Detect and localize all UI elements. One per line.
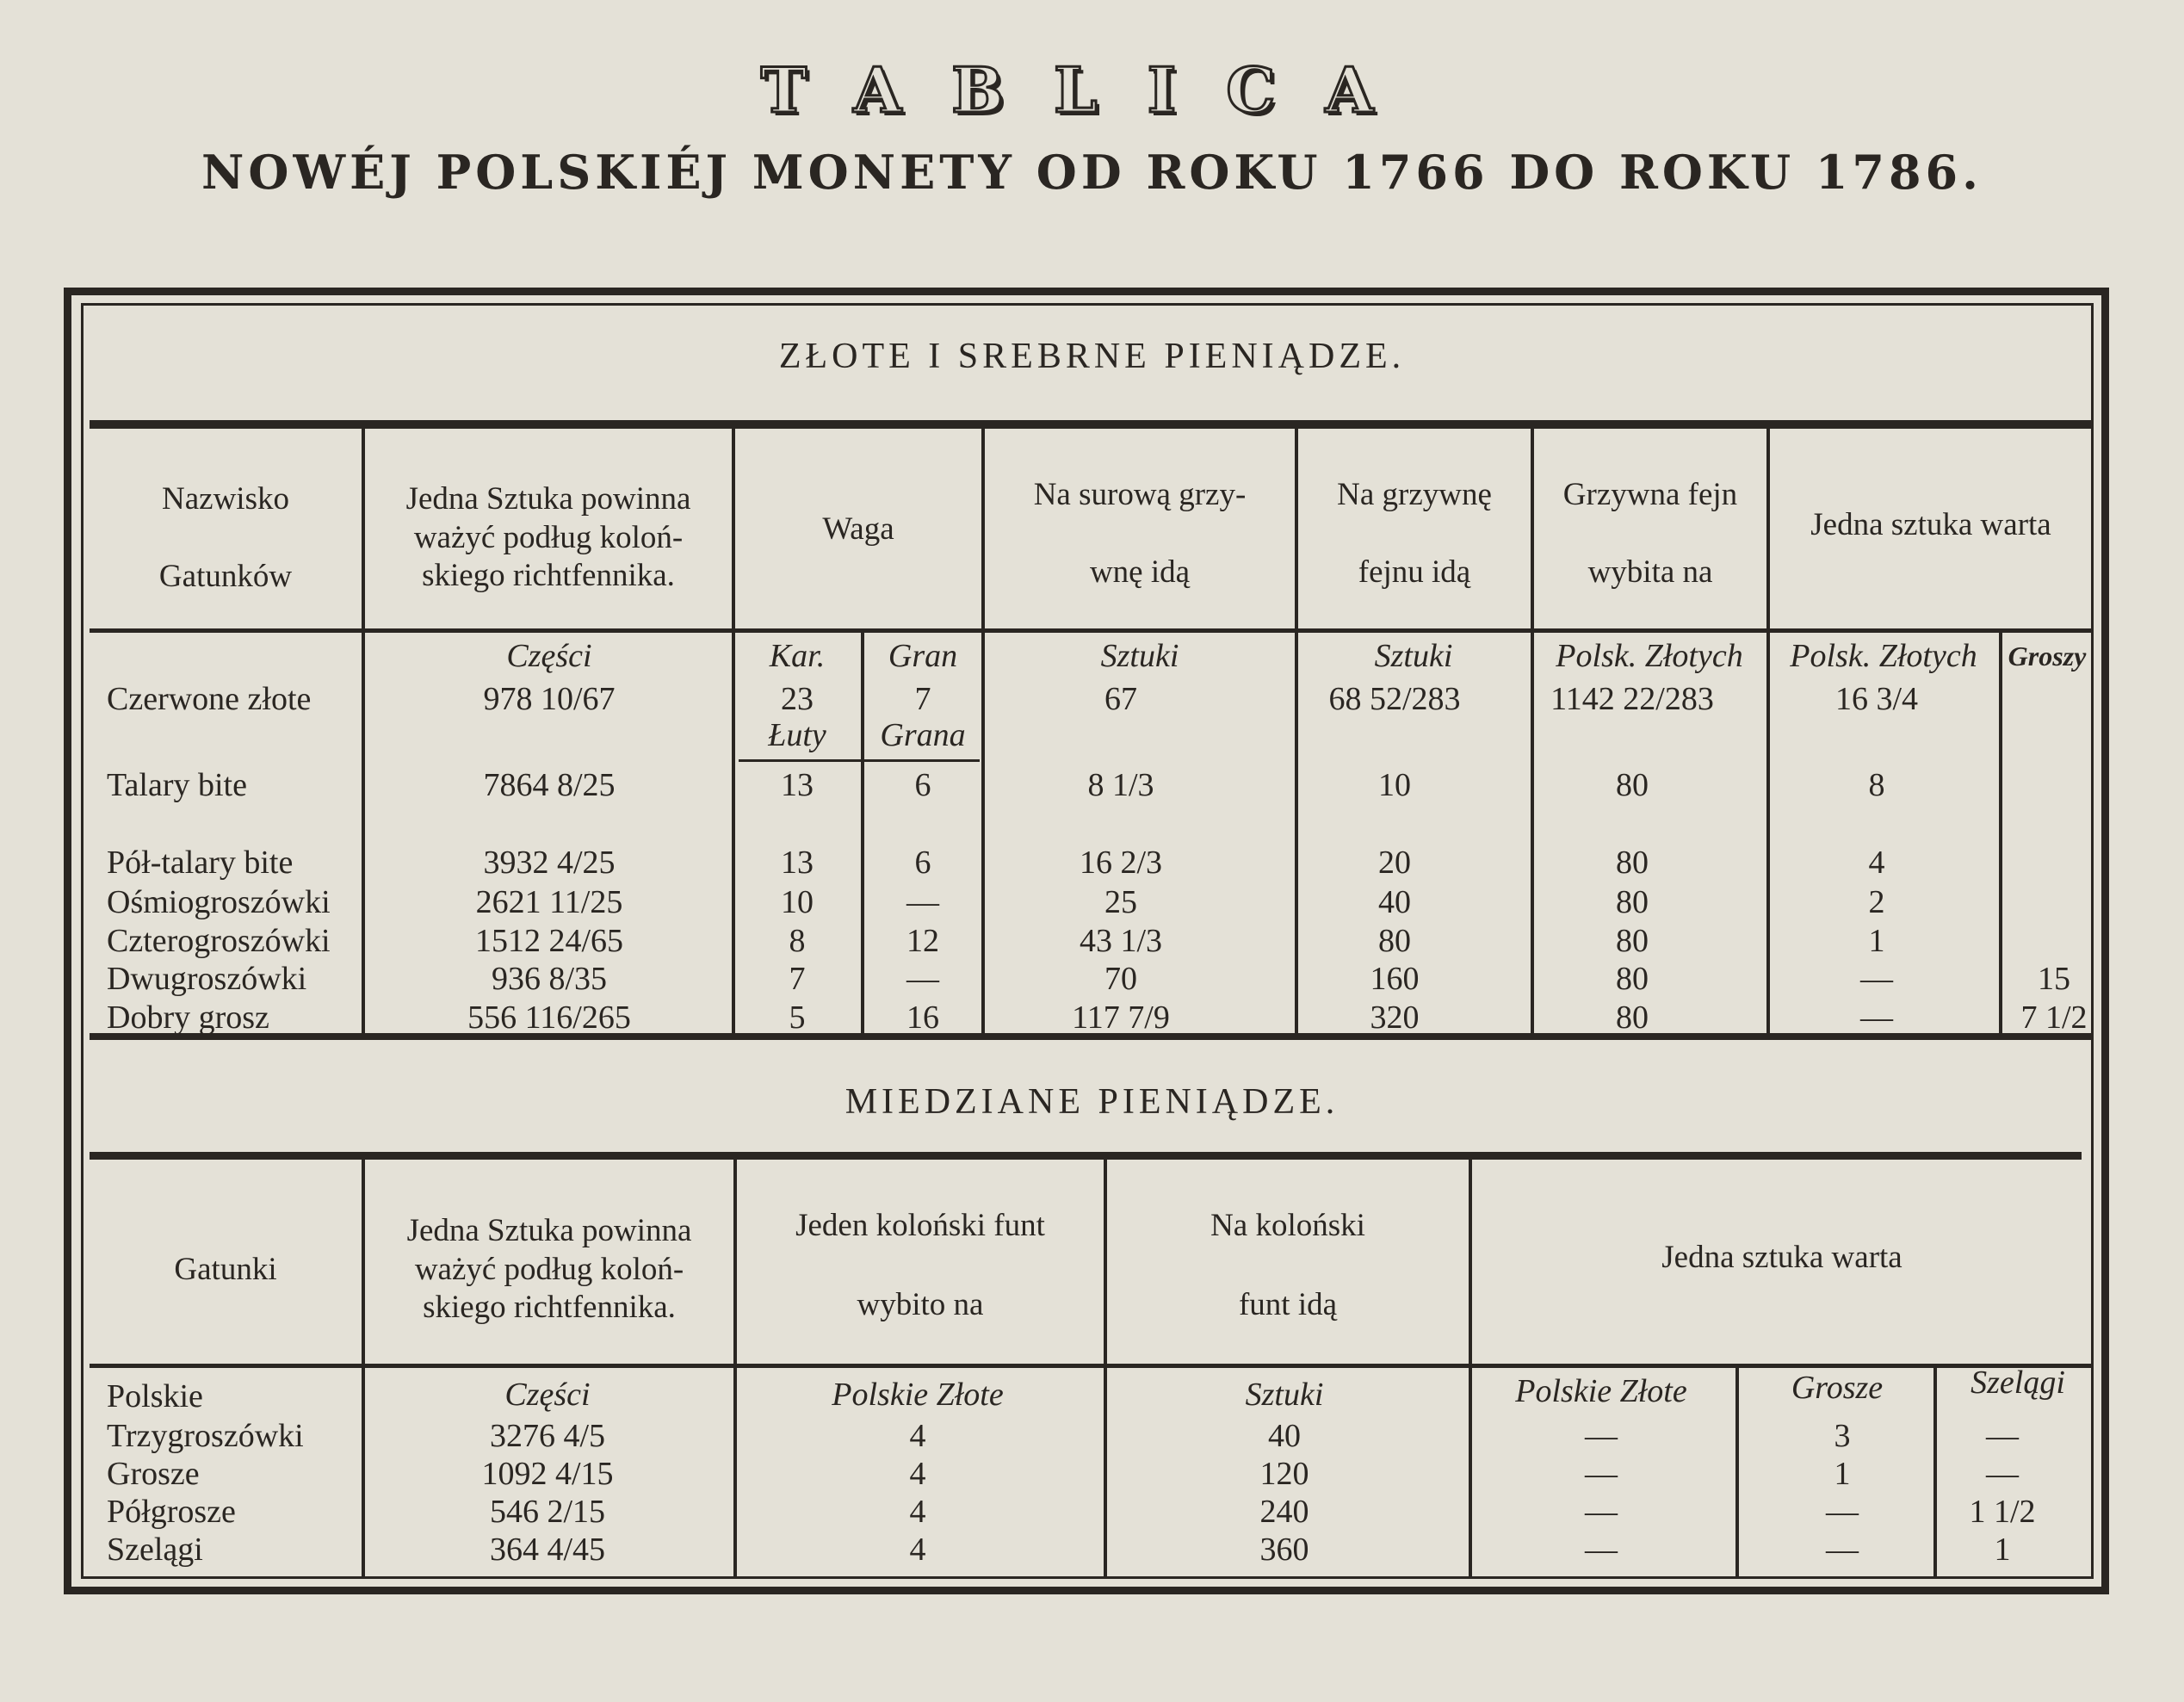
row-name: Grosze — [107, 1456, 200, 1492]
cell-raw: 70 — [1104, 961, 1137, 997]
cell-czesci: 546 2/15 — [489, 1494, 606, 1530]
cell-pz: — — [1585, 1494, 1618, 1530]
column-divider — [1999, 633, 2002, 1033]
copper-header-name: Gatunki — [174, 1252, 277, 1288]
section-title-copper: MIEDZIANE PIENIĄDZE. — [845, 1082, 1339, 1122]
unit-czesci: Części — [506, 638, 592, 674]
header-worth: Jedna sztuka warta — [1810, 507, 2051, 543]
cell-pz: — — [1585, 1418, 1618, 1454]
cell-pz: — — [1585, 1532, 1618, 1568]
cell-raw: 67 — [1104, 681, 1137, 717]
cell-zl: 2 — [1868, 884, 1885, 920]
page-subtitle: NOWÉJ POLSKIÉJ MONETY OD ROKU 1766 DO ROKU 1786. — [201, 145, 1983, 200]
cell-w1: 5 — [789, 1000, 806, 1036]
cell-raw: 117 7/9 — [1072, 1000, 1170, 1036]
section-1-header-rule — [90, 628, 2092, 633]
header-name: Nazwisko Gatunków — [158, 481, 293, 594]
row-name: Półgrosze — [107, 1494, 236, 1530]
unit-luty: Łuty — [768, 717, 826, 753]
cell-zl: 4 — [1868, 845, 1885, 881]
cell-czesci: 7864 8/25 — [483, 767, 616, 803]
page-title: TABLICA — [760, 53, 1424, 127]
cell-zl: 4 — [909, 1532, 926, 1568]
row-name: Dobry grosz — [107, 1000, 269, 1036]
column-divider — [1469, 1160, 1472, 1577]
cell-struck: 80 — [1616, 1000, 1649, 1036]
cell-w2: — — [906, 961, 939, 997]
cell-gr: — — [1826, 1532, 1859, 1568]
copper-header-weight-piece: Jedna Sztuka powinna ważyć podług koloń- skiego richtfennika. — [406, 1213, 692, 1326]
copper-header-pound-struck: Jeden koloński funt wybito na — [795, 1208, 1045, 1322]
cell-zl: 1 — [1868, 923, 1885, 959]
cell-struck: 80 — [1616, 961, 1649, 997]
weight-sub-rule — [739, 759, 980, 762]
column-divider — [861, 633, 864, 1033]
cell-w2: — — [906, 884, 939, 920]
cell-sz: 1 1/2 — [1969, 1494, 2036, 1530]
row-name: Pół-talary bite — [107, 845, 294, 881]
cell-w2: 12 — [906, 923, 939, 959]
row-name: Dwugroszówki — [107, 961, 307, 997]
cell-sz: — — [1986, 1418, 2019, 1454]
cell-zl: 8 — [1868, 767, 1885, 803]
cell-zl: — — [1860, 961, 1893, 997]
cell-pz: — — [1585, 1456, 1618, 1492]
unit-polskie-zlote: Polskie Złote — [832, 1377, 1004, 1413]
cell-raw: 43 1/3 — [1079, 923, 1163, 959]
unit-polskie-zlote: Polskie Złote — [1515, 1373, 1687, 1409]
cell-fine: 10 — [1378, 767, 1411, 803]
header-fine-mark: Na grzywnę fejnu idą — [1337, 477, 1492, 590]
cell-czesci: 978 10/67 — [483, 681, 616, 717]
cell-raw: 16 2/3 — [1079, 845, 1163, 881]
cell-fine: 40 — [1378, 884, 1411, 920]
cell-fine: 320 — [1370, 1000, 1420, 1036]
column-divider — [1735, 1368, 1739, 1577]
cell-w1: 7 — [789, 961, 806, 997]
row-name: Ośmiogroszówki — [107, 884, 331, 920]
unit-sztuki: Sztuki — [1245, 1377, 1324, 1413]
cell-w1: 13 — [781, 767, 814, 803]
cell-czesci: 3276 4/5 — [489, 1418, 606, 1454]
cell-fine: 80 — [1378, 923, 1411, 959]
row-name: Czterogroszówki — [107, 923, 331, 959]
cell-czesci: 556 116/265 — [467, 1000, 631, 1036]
row-name: Trzygroszówki — [107, 1418, 304, 1454]
cell-w1: 8 — [789, 923, 806, 959]
unit-grana: Grana — [880, 717, 966, 753]
cell-struck: 80 — [1616, 884, 1649, 920]
cell-szt: 120 — [1259, 1456, 1309, 1492]
cell-czesci: 936 8/35 — [491, 961, 608, 997]
cell-raw: 8 1/3 — [1087, 767, 1154, 803]
cell-struck: 80 — [1616, 845, 1649, 881]
cell-w2: 16 — [906, 1000, 939, 1036]
cell-gr: 15 — [2038, 961, 2070, 997]
cell-czesci: 1512 24/65 — [474, 923, 624, 959]
cell-zl: 16 3/4 — [1834, 681, 1919, 717]
cell-gr: 1 — [1834, 1456, 1851, 1492]
header-waga: Waga — [822, 511, 894, 548]
copper-header-worth: Jedna sztuka warta — [1661, 1240, 1902, 1276]
cell-gr: 7 1/2 — [2020, 1000, 2088, 1036]
section-2-top-rule — [90, 1152, 2082, 1160]
section-1-top-rule — [90, 420, 2092, 429]
unit-czesci: Części — [504, 1377, 591, 1413]
cell-szt: 240 — [1259, 1494, 1309, 1530]
cell-fine: 20 — [1378, 845, 1411, 881]
cell-struck: 1142 22/283 — [1550, 681, 1714, 717]
unit-sztuki: Sztuki — [1374, 638, 1453, 674]
cell-struck: 80 — [1616, 767, 1649, 803]
cell-szt: 40 — [1268, 1418, 1301, 1454]
cell-sz: — — [1986, 1456, 2019, 1492]
cell-fine: 160 — [1370, 961, 1420, 997]
cell-fine: 68 52/283 — [1328, 681, 1461, 717]
unit-polsk-zlotych: Polsk. Złotych — [1556, 638, 1743, 674]
header-mark-struck: Grzywna fejn wybita na — [1562, 477, 1738, 590]
cell-w1: 10 — [781, 884, 814, 920]
cell-zl: 4 — [909, 1418, 926, 1454]
cell-w1: 23 — [781, 681, 814, 717]
header-weight-piece: Jedna Sztuka powinna ważyć podług koloń- skiego richtfennika. — [405, 481, 691, 594]
cell-czesci: 3932 4/25 — [483, 845, 616, 881]
cell-raw: 25 — [1104, 884, 1137, 920]
cell-sz: 1 — [1994, 1532, 2011, 1568]
copper-group-label: Polskie — [107, 1378, 203, 1414]
cell-zl: 4 — [909, 1456, 926, 1492]
cell-w2: 7 — [914, 681, 931, 717]
unit-groszy: Groszy — [2008, 641, 2087, 672]
column-divider — [1933, 1368, 1937, 1577]
unit-kar: Kar. — [769, 638, 826, 674]
cell-w2: 6 — [914, 767, 931, 803]
row-name: Szelągi — [107, 1532, 203, 1568]
cell-czesci: 1092 4/15 — [481, 1456, 614, 1492]
cell-szt: 360 — [1259, 1532, 1309, 1568]
unit-sztuki: Sztuki — [1100, 638, 1179, 674]
row-name: Czerwone złote — [107, 681, 312, 717]
cell-struck: 80 — [1616, 923, 1649, 959]
section-title-gold-silver: ZŁOTE I SREBRNE PIENIĄDZE. — [778, 337, 1406, 376]
header-raw-mark: Na surową grzy- wnę idą — [1033, 477, 1247, 590]
cell-czesci: 364 4/45 — [489, 1532, 606, 1568]
section-2-header-rule — [90, 1364, 2092, 1368]
unit-grosze: Grosze — [1791, 1370, 1884, 1406]
cell-czesci: 2621 11/25 — [475, 884, 623, 920]
cell-w1: 13 — [781, 845, 814, 881]
cell-gr: — — [1826, 1494, 1859, 1530]
unit-gran: Gran — [888, 638, 958, 674]
cell-zl: — — [1860, 1000, 1893, 1036]
row-name: Talary bite — [107, 767, 247, 803]
cell-w2: 6 — [914, 845, 931, 881]
copper-header-pound-go: Na koloński funt idą — [1210, 1208, 1365, 1322]
cell-gr: 3 — [1834, 1418, 1851, 1454]
unit-szelagi: Szelągi — [1971, 1365, 2065, 1401]
cell-zl: 4 — [909, 1494, 926, 1530]
unit-polsk-zlotych: Polsk. Złotych — [1790, 638, 1977, 674]
